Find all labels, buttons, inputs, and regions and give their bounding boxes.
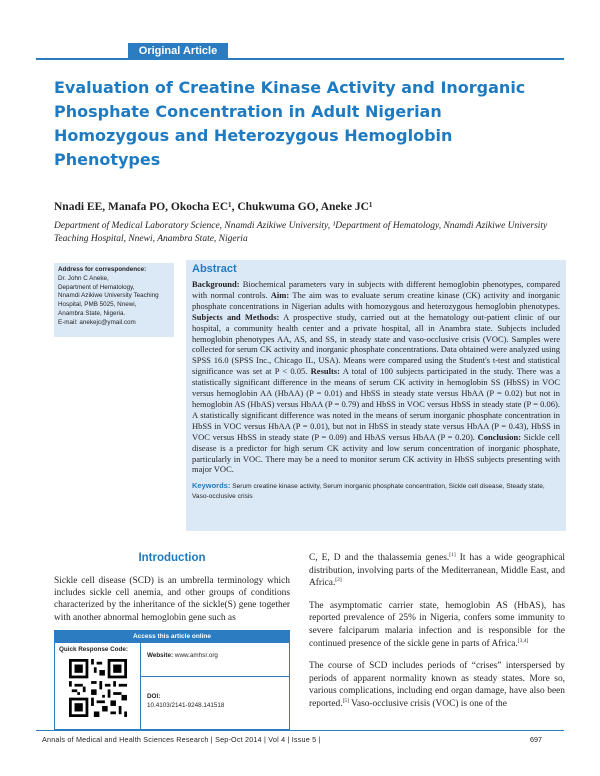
text-run: The asymptomatic carrier state, hemoglobin AS (HbAS), has reported prevalence of 25% in Nigeria, confers some immunity to severe falciparum malaria infection and is responsible for the continued presence of the sickle gene in parts of Africa. xyxy=(309,600,565,649)
results-text: A total of 100 subjects participated in the study. There was a statistically significant difference in the means of serum CK activity in hemoglobin SS (HbSS) in VOC versus hemoglobin AA (HbAA) (P = 0.01) and HbSS in steady state versus HbAA (P = 0.02) but not in hemoglobin AS (HbAS) versus HbAA (P = 0.79) and HbSS in VOC versus HbSS in steady state (P = 0.06). A statistically significant difference was noted in the means of serum inorganic phosphate concentration in HbSS in VOC versus HbAA (P = 0.01), but not in HbSS in steady state versus HbAA (P = 0.43), HbSS in VOC versus HbSS in steady state (P = 0.09) and HbAS versus HbAA (P = 0.20). xyxy=(192,366,560,442)
correspondence-line: Dr. John C Aneke, xyxy=(58,274,109,282)
correspondence-line: Anambra State, Nigeria. xyxy=(58,309,126,317)
aim-label: Aim: xyxy=(270,289,290,300)
text-run: Vaso-occlusive crisis (VOC) is one of the xyxy=(349,698,507,709)
page-number: 697 xyxy=(530,735,542,744)
conclusion-text: Sickle cell disease is a predictor for high serum CK activity and low serum concentration of inorganic phosphate, particularly in VOC. There may be a need to monitor serum CK activity in HbSS subjects presenting with major VOC. xyxy=(192,431,561,475)
keywords-text: Serum creatine kinase activity, Serum inorganic phosphate concentration, Sickle cell disease, Steady state, Vaso-occlusive crisis xyxy=(192,483,545,501)
header-rule xyxy=(36,58,564,60)
methods-label: Subjects and Methods: xyxy=(192,311,280,322)
background-text: Biochemical parameters vary in subjects with different hemoglobin phenotypes, compared with normal controls. xyxy=(192,279,561,300)
correspondence-box xyxy=(54,263,174,337)
keywords-label: Keywords: xyxy=(192,481,231,491)
doi-label: DOI: xyxy=(147,693,161,700)
citation-ref[interactable]: [5] xyxy=(342,697,349,704)
introduction-heading: Introduction xyxy=(138,552,206,564)
doi-value[interactable]: 10.4103/2141-9248.141518 xyxy=(147,702,225,709)
author-list: Nnadi EE, Manafa PO, Okocha EC¹, Chukwuma GO, Aneke JC¹ xyxy=(54,201,373,213)
abstract-body xyxy=(192,279,560,475)
text-run: It has a wide geographical distribution, involving parts of the Mediterranean, Middle East, and Africa. xyxy=(309,553,565,589)
right-column xyxy=(309,552,565,721)
keywords xyxy=(192,481,560,502)
conclusion-label: Conclusion: xyxy=(477,431,522,442)
abstract-box xyxy=(186,260,566,531)
correspondence-line: Department of Hematology, xyxy=(58,283,135,291)
access-divider xyxy=(141,676,289,677)
results-label: Results: xyxy=(310,366,340,377)
abstract-heading: Abstract xyxy=(192,263,237,275)
access-heading: Access this article online xyxy=(55,631,289,643)
qr-cell xyxy=(55,643,141,729)
citation-ref[interactable]: [1] xyxy=(449,551,456,558)
methods-text: A prospective study, carried out at the hematology out-patient clinic of our hospital, a community health center and a private hospital, all in Anambra state. Subjects included hemoglobin phenotypes AA, AS, and SS, in steady state and vaso-occlusive crisis (VOC). Samples were collected for serum CK activity and inorganic phosphate concentrations. Data obtained were analyzed using SPSS 16.0 (SPSS Inc., Chicago IL, USA). Means were compared using the Student's t-test and statistical significance was set at P < 0.05. xyxy=(192,311,561,377)
website-link[interactable]: www.amhsr.org xyxy=(174,652,218,659)
website-label: Website: xyxy=(147,652,174,659)
correspondence-email: E-mail: anekejc@ymail.com xyxy=(58,318,136,326)
access-online-box xyxy=(54,630,290,730)
text-run: C, E, D and the thalassemia genes. xyxy=(309,553,450,563)
correspondence-line: Hospital, PMB 5025, Nnewi, xyxy=(58,301,137,309)
qr-label: Quick Response Code: xyxy=(59,646,128,653)
text-run: The course of SCD includes periods of “crises” interspersed by periods of apparent normality known as steady states. More so, various complications, including end organ damage, have also been reported. xyxy=(309,661,565,709)
journal-footer: Annals of Medical and Health Sciences Research | Sep-Oct 2014 | Vol 4 | Issue 5 | xyxy=(42,735,321,744)
correspondence-line: Nnamdi Azikiwe University Teaching xyxy=(58,292,159,300)
article-title: Evaluation of Creatine Kinase Activity and Inorganic Phosphate Concentration in Adult Nigerian Homozygous and Heterozygous Hemoglobin Phenotypes xyxy=(54,78,526,169)
correspondence-heading: Address for correspondence: xyxy=(58,266,147,273)
paragraph xyxy=(309,660,565,710)
affiliation: Department of Medical Laboratory Science, Nnamdi Azikiwe University, ¹Department of Hematology, Nnamdi Azikiwe University Teaching Hospital, Nnewi, Anambra State, Nigeria xyxy=(54,221,548,244)
qr-code-icon[interactable] xyxy=(69,659,127,717)
paragraph xyxy=(309,552,565,590)
footer-rule xyxy=(36,730,564,731)
citation-ref[interactable]: [3,4] xyxy=(517,637,529,644)
introduction-paragraph: Sickle cell disease (SCD) is an umbrella terminology which includes sickle cell anemia, and other groups of conditions characterized by the inheritance of the sickle(S) gene together with another abnormal hemoglobin gene such as xyxy=(54,576,290,623)
paragraph xyxy=(309,600,565,650)
website xyxy=(147,652,218,659)
article-type-tab: Original Article xyxy=(128,43,228,59)
citation-ref[interactable]: [2] xyxy=(335,577,342,584)
background-label: Background: xyxy=(192,279,240,289)
aim-text: The aim was to evaluate serum creatine kinase (CK) activity and inorganic phosphate concentrations in Nigerian adults with homozygous and heterozygous hemoglobin phenotypes. xyxy=(192,289,560,311)
doi xyxy=(147,692,224,710)
